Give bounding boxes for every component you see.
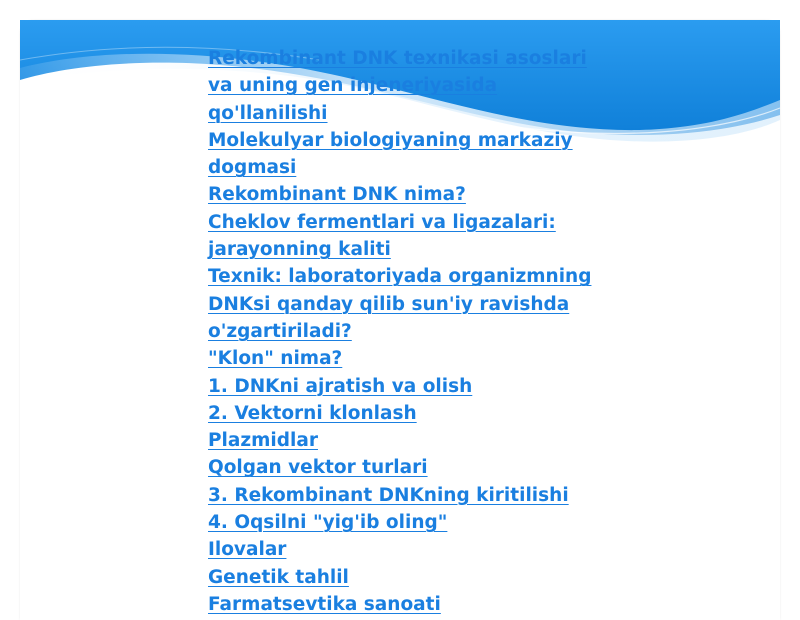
toc-link[interactable]: DNKsi qanday qilib sun'iy ravishda [208, 293, 570, 315]
toc-link[interactable]: "Klon" nima? [208, 348, 343, 370]
toc-link[interactable]: qo'llanilishi [208, 102, 328, 124]
toc-list-item [208, 181, 608, 208]
toc-list-item [208, 100, 608, 127]
toc-link[interactable]: va uning gen injeneriyasida [208, 75, 498, 97]
toc-list-item [208, 564, 608, 591]
toc-list-item [208, 591, 608, 618]
toc-link[interactable]: jarayonning kaliti [208, 239, 391, 261]
toc-list-item [208, 454, 608, 481]
toc-link[interactable]: dogmasi [208, 157, 297, 179]
toc-list-item [208, 318, 608, 345]
toc-list-item [208, 482, 608, 509]
toc-link[interactable]: 3. Rekombinant DNKning kiritilishi [208, 484, 569, 506]
toc-link[interactable]: Plazmidlar [208, 430, 318, 452]
toc-link[interactable]: Molekulyar biologiyaning markaziy [208, 129, 573, 151]
toc-list-item [208, 345, 608, 372]
toc-link[interactable]: Genetik tahlil [208, 566, 349, 588]
toc-list-item [208, 154, 608, 181]
toc-list-item [208, 263, 608, 290]
toc-list-item [208, 509, 608, 536]
toc-list-item [208, 427, 608, 454]
toc-link[interactable]: Texnik: laboratoriyada organizmning [208, 266, 592, 288]
toc-link[interactable]: Ilovalar [208, 539, 287, 561]
toc-link[interactable]: o'zgartiriladi? [208, 320, 352, 342]
toc-link[interactable]: Qolgan vektor turlari [208, 457, 428, 479]
toc-list-item [208, 373, 608, 400]
toc-list-item [208, 291, 608, 318]
toc-list-item [208, 236, 608, 263]
toc-link[interactable]: Cheklov fermentlari va ligazalari: [208, 211, 556, 233]
toc-list-item [208, 127, 608, 154]
toc-link[interactable]: 4. Oqsilni "yig'ib oling" [208, 512, 448, 534]
toc-list-item [208, 209, 608, 236]
toc-link[interactable]: Rekombinant DNK texnikasi asoslari [208, 48, 587, 69]
toc-list-item [208, 72, 608, 99]
toc-link[interactable]: Rekombinant DNK nima? [208, 184, 466, 206]
toc-list-item [208, 400, 608, 427]
toc-list-item [208, 536, 608, 563]
toc-link[interactable]: 1. DNKni ajratish va olish [208, 375, 473, 397]
toc-link[interactable]: 2. Vektorni klonlash [208, 402, 417, 424]
toc-link[interactable]: Farmatsevtika sanoati [208, 593, 441, 615]
toc-list-item [208, 45, 608, 72]
table-of-contents [208, 45, 608, 618]
